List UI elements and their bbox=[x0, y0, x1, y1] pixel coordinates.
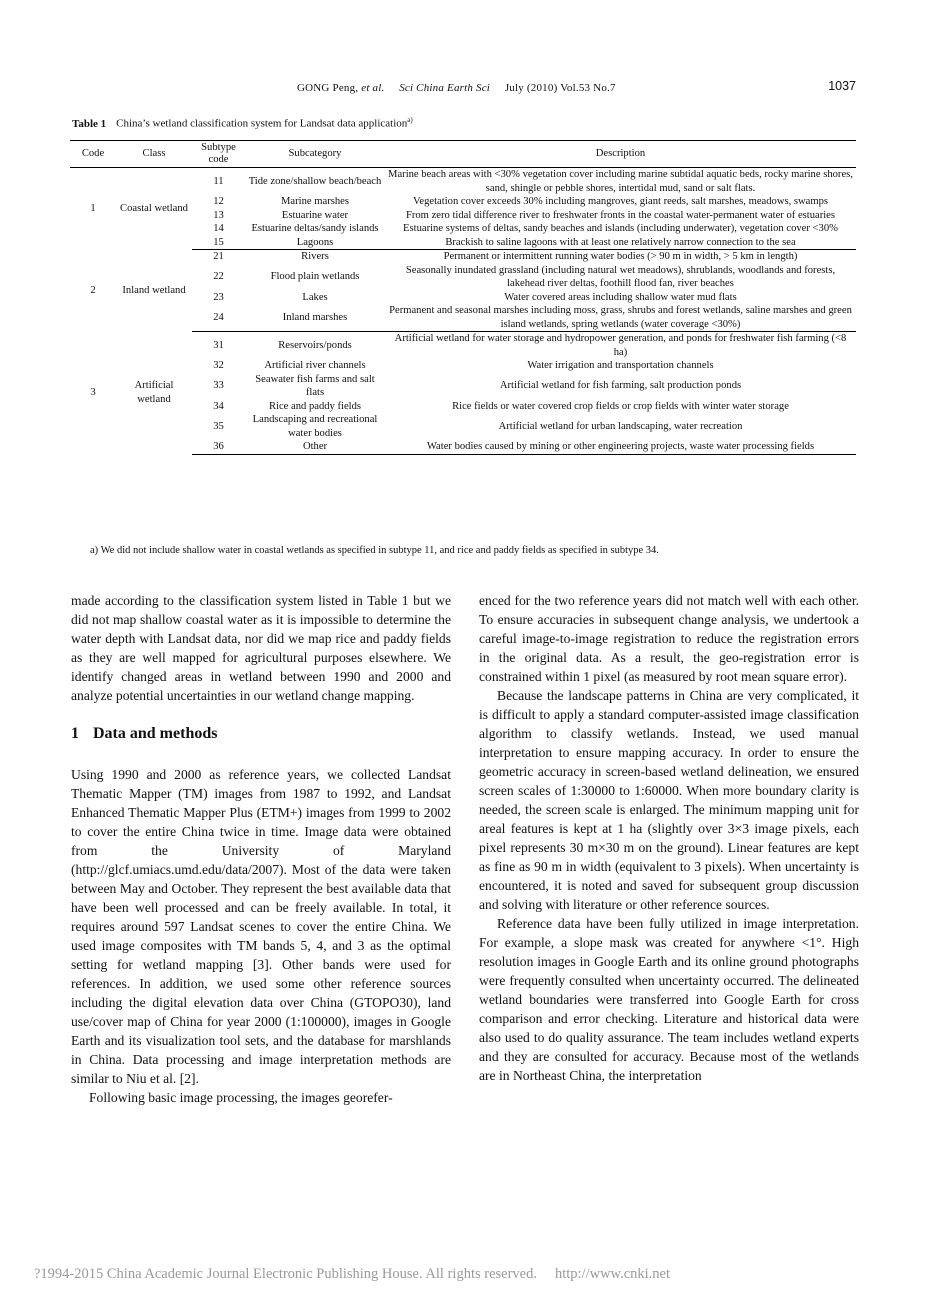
cell-code: 3 bbox=[90, 387, 96, 398]
cell-class: Inland wetland bbox=[122, 284, 186, 296]
cell-subtype: 13 bbox=[213, 209, 224, 221]
header-authors: GONG Peng, bbox=[297, 82, 359, 94]
cell-subcategory: Other bbox=[245, 440, 385, 454]
cell-description: Artificial wetland for water storage and hydropower generation, and ponds for freshwater fish farming (<8 ha) bbox=[394, 333, 847, 358]
cell-subtype: 34 bbox=[213, 400, 224, 412]
cell-subcategory: Tide zone/shallow beach/beach bbox=[248, 175, 382, 187]
header-journal: Sci China Earth Sci bbox=[399, 82, 491, 94]
copyright-text: ?1994-2015 China Academic Journal Electronic Publishing House. All rights reserved. bbox=[34, 1266, 537, 1282]
copyright-url[interactable]: http://www.cnki.net bbox=[554, 1266, 671, 1282]
header-issue: July (2010) Vol.53 No.7 bbox=[504, 82, 616, 94]
cell-class: Artificial wetland bbox=[134, 380, 174, 405]
cell-description: Vegetation cover exceeds 30% including mangroves, giant reeds, salt marshes, meadows, swamps bbox=[412, 196, 829, 207]
table-caption-note: a) bbox=[407, 116, 413, 124]
header-subtype: Subtype code bbox=[192, 141, 245, 168]
cell-subtype: 24 bbox=[192, 304, 245, 332]
cell-description: Permanent or intermittent running water bodies (> 90 m in width, > 5 km in length) bbox=[443, 251, 798, 262]
header-description: Description bbox=[385, 141, 856, 168]
cell-class: Coastal wetland bbox=[120, 203, 188, 214]
cell-subtype: 31 bbox=[213, 339, 224, 351]
cell-description: Water covered areas including shallow water mud flats bbox=[504, 291, 737, 303]
table-row bbox=[70, 332, 856, 360]
cell-subtype: 21 bbox=[213, 251, 224, 262]
body-column-left bbox=[71, 591, 451, 1107]
header-code: Code bbox=[70, 141, 116, 168]
paragraph: Using 1990 and 2000 as reference years, we collected Landsat Thematic Mapper (TM) images from 1987 to 1992, and Landsat Enhanced Thematic Mapper Plus (ETM+) images from 1999 to 2002 to cover the entire China twice in time. Image data were obtained from the University of Maryland (http://glcf.umiacs.umd.edu/data/2007). Most of the data were taken between May and October. They represent the best available data that have been well processed and can be freely available. In total, it requires around 597 Landsat scenes to cover the entire China. We used image composites with TM bands 5, 4, and 3 as the optimal setting for wetland mapping [3]. Other bands were used for references. In addition, we used some other reference sources including the digital elevation data over China (GTOPO30), land use/cover map of China for year 2000 (1:100000), images in Google Earth and its visualization tool sets, and the database for marshlands in China. Data processing and image interpretation methods are similar to Niu et al. [2]. bbox=[71, 767, 451, 1086]
cell-description: Marine beach areas with <30% vegetation cover including marine subtidal aquatic beds, rocky marine shores, sand, shingle or pebble shores, intertidal mud, sand or salt flats. bbox=[388, 169, 853, 194]
cell-description: Rice fields or water covered crop fields or crop fields with winter water storage bbox=[452, 400, 789, 412]
cell-subtype: 23 bbox=[213, 291, 224, 303]
cell-description: Permanent and seasonal marshes including moss, grass, shrubs and forest wetlands, saline marshes and green island wetlands, spring wetlands (water coverage <30%) bbox=[385, 304, 856, 332]
table-caption-text: China’s wetland classification system for Landsat data application bbox=[116, 117, 408, 130]
header-subcategory: Subcategory bbox=[245, 141, 385, 168]
header-class: Class bbox=[116, 141, 192, 168]
paragraph: Following basic image processing, the images georefer- bbox=[89, 1090, 393, 1105]
paragraph: enced for the two reference years did not match well with each other. To ensure accuracies in subsequent change analysis, we undertook a careful image-to-image registration to reduce the registration errors in the original data. As a result, the geo-registration error is constrained within 1 pixel (as measured by root mean square error). bbox=[479, 593, 859, 684]
cell-code: 2 bbox=[90, 284, 96, 296]
body-column-right bbox=[479, 591, 859, 1085]
table-label: Table 1 bbox=[72, 117, 107, 130]
cell-subtype: 33 bbox=[213, 380, 224, 392]
cell-subtype: 12 bbox=[213, 196, 224, 207]
section-heading bbox=[71, 724, 451, 743]
cell-subcategory: Artificial river channels bbox=[264, 360, 366, 371]
wetland-classification-table bbox=[70, 140, 856, 455]
cell-subtype: 35 bbox=[213, 420, 224, 432]
cell-subtype: 22 bbox=[213, 271, 224, 283]
table-caption bbox=[72, 116, 413, 130]
cell-subcategory: Reservoirs/ponds bbox=[278, 339, 352, 351]
paragraph: Because the landscape patterns in China are very complicated, it is difficult to apply a standard computer-assisted image classification algorithm to classify wetlands. Instead, we used manual interpretation to ensure mapping accuracy. In order to ensure the geometric accuracy in screen-based wetland delineation, we ensured screen scales of 1:30000 to 1:60000. When more boundary clarity is needed, the screen scale is enlarged. The minimum mapping unit for areal features is kept at 1 ha (slightly over 3×3 image pixels, each pixel represents 30 m×30 m on the ground). Linear features are kept as fine as 90 m in width (equivalent to 3 pixels). When uncertainty is encountered, it is noted and saved for subsequent group discussion and solving with literature or other reference sources. bbox=[479, 688, 859, 912]
cell-subcategory: Seawater fish farms and salt flats bbox=[255, 373, 375, 398]
cell-description: Brackish to saline lagoons with at least one relatively narrow connection to the sea bbox=[385, 236, 856, 250]
section-title: Data and methods bbox=[93, 725, 218, 742]
cell-subcategory: Estuarine deltas/sandy islands bbox=[251, 223, 379, 234]
paragraph: Reference data have been fully utilized in image interpretation. For example, a slope mask was created for anywhere <1°. High resolution images in Google Earth and its online ground photographs were frequently consulted when uncertainty occurred. The delineated wetland boundaries were transferred into Google Earth for cross comparison and error checking. Literature and historical data were also used to do quality assurance. The team includes wetland experts and they are consulted for accuracy. Because most of the wetlands are in Northeast China, the interpretation bbox=[479, 916, 859, 1083]
cell-description: Water irrigation and transportation channels bbox=[527, 360, 714, 371]
cell-subcategory: Marine marshes bbox=[281, 196, 349, 207]
cell-subtype: 32 bbox=[213, 360, 224, 371]
cell-subcategory: Lakes bbox=[302, 291, 328, 303]
copyright-footer bbox=[34, 1266, 670, 1283]
running-header bbox=[0, 79, 925, 97]
cell-subtype: 11 bbox=[213, 175, 224, 187]
cell-description: Water bodies caused by mining or other engineering projects, waste water processing fields bbox=[385, 440, 856, 454]
table-header-row bbox=[70, 141, 856, 168]
cell-code: 1 bbox=[90, 203, 96, 214]
cell-description: Estuarine systems of deltas, sandy beaches and islands (including underwater), vegetation cover <30% bbox=[403, 223, 838, 234]
cell-subcategory: Flood plain wetlands bbox=[270, 271, 360, 283]
cell-subcategory: Rivers bbox=[301, 251, 329, 262]
cell-description: From zero tidal difference river to freshwater fronts in the coastal water-permanent water of estuaries bbox=[405, 209, 836, 221]
header-etal: et al. bbox=[361, 82, 385, 94]
cell-subcategory: Estuarine water bbox=[281, 209, 349, 221]
table-row bbox=[70, 168, 856, 196]
cell-description: Artificial wetland for urban landscaping, water recreation bbox=[498, 420, 743, 432]
table-row bbox=[70, 250, 856, 264]
table-body bbox=[70, 168, 856, 455]
cell-subtype: 36 bbox=[192, 440, 245, 454]
table-footnote: a) We did not include shallow water in coastal wetlands as specified in subtype 11, and rice and paddy fields as specified in subtype 34. bbox=[90, 545, 659, 556]
section-number: 1 bbox=[71, 725, 79, 742]
cell-description: Artificial wetland for fish farming, salt production ponds bbox=[499, 380, 742, 392]
cell-subtype: 14 bbox=[213, 223, 224, 234]
cell-subcategory: Landscaping and recreational water bodies bbox=[252, 414, 378, 439]
cell-subcategory: Lagoons bbox=[245, 236, 385, 250]
cell-subtype: 15 bbox=[192, 236, 245, 250]
paragraph: made according to the classification system listed in Table 1 but we did not map shallow coastal water as it is impossible to determine the water depth with Landsat data, nor did we map rice and paddy fields as they are well mapped for agricultural purposes elsewhere. We identify changed areas in wetland between 1990 and 2000 and analyze potential uncertainties in our wetland change mapping. bbox=[71, 593, 451, 703]
cell-description: Seasonally inundated grassland (including natural wet meadows), shrublands, woodlands and forests, lakehead river deltas, foothill flood fan, river beaches bbox=[405, 264, 836, 289]
cell-subcategory: Inland marshes bbox=[245, 304, 385, 332]
page-number: 1037 bbox=[828, 79, 856, 93]
cell-subcategory: Rice and paddy fields bbox=[268, 400, 362, 412]
running-citation bbox=[297, 82, 616, 94]
